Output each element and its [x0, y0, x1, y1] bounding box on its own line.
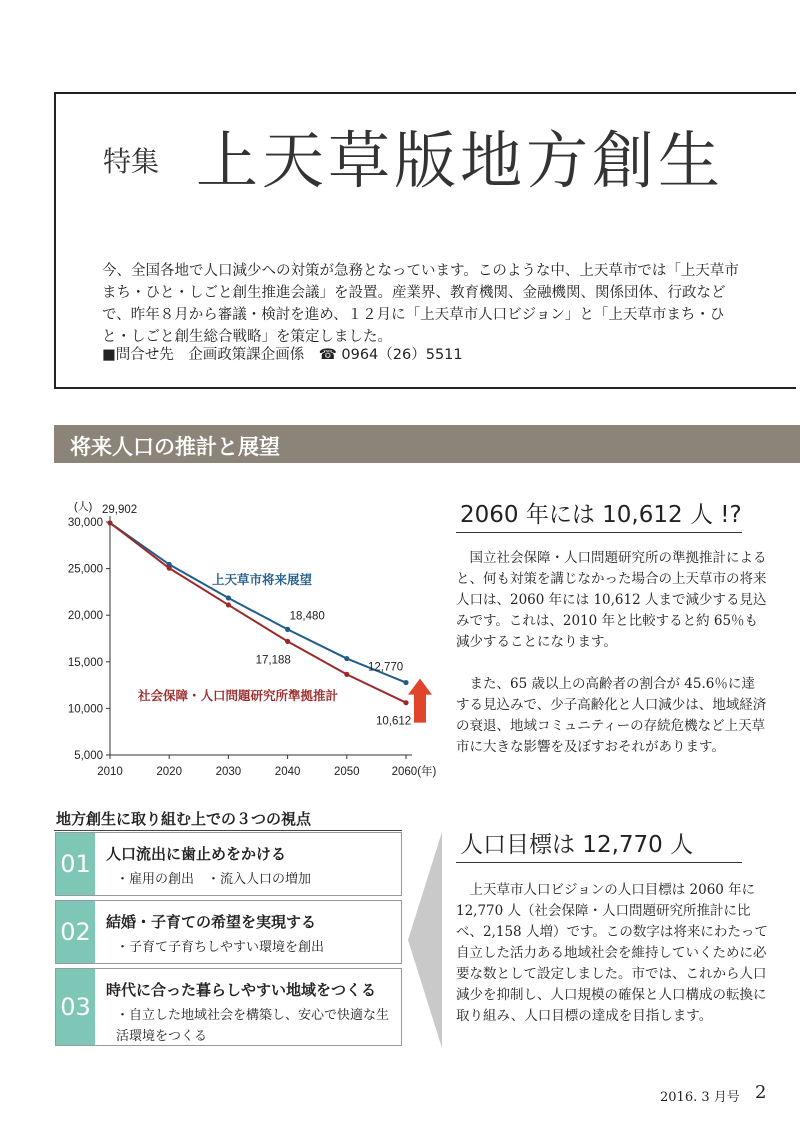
x-tick-label: 2020: [156, 766, 182, 778]
viewpoint-01: [55, 832, 402, 896]
viewpoint-desc: ・子育て子育ちしやすい環境を創出: [116, 940, 325, 955]
viewpoint-number: 02: [56, 901, 95, 963]
viewpoint-title: 人口流出に歯止めをかける: [106, 845, 287, 863]
contact-info: ■問合せ先 企画政策課企画係 ☎ 0964（26）5511: [102, 347, 463, 363]
section-title: 将来人口の推計と展望: [70, 435, 280, 459]
page-title: 上天草版地方創生: [196, 124, 725, 197]
x-tick-label: 2030: [215, 766, 242, 778]
y-tick-label: 20,000: [67, 610, 103, 623]
data-label: 29,902: [102, 503, 138, 516]
data-point: [403, 680, 408, 685]
series-label-0: 上天草市将来展望: [212, 573, 313, 587]
x-tick-label: 2040: [274, 766, 301, 778]
data-point: [344, 672, 349, 677]
article1-rule: [456, 532, 742, 533]
data-label: 12,770: [368, 661, 404, 674]
article2-heading: 人口目標は 12,770 人: [460, 832, 694, 858]
y-axis-unit: (人): [74, 501, 93, 513]
viewpoint-number: 03: [56, 969, 95, 1045]
y-tick-label: 25,000: [67, 563, 103, 576]
issue-date: 2016. 3 月号: [660, 1090, 740, 1105]
data-label: 18,480: [289, 610, 325, 623]
series-label-1: 社会保障・人口問題研究所準拠推計: [138, 689, 339, 703]
data-point: [403, 700, 408, 705]
data-point: [226, 595, 231, 600]
pointer-wedge-icon: [408, 832, 442, 1048]
data-point: [226, 602, 231, 607]
x-tick-label: 2060(年): [391, 766, 437, 778]
article2-paragraph: 上天草市人口ビジョンの人口目標は 2060 年に 12,770 人（社会保障・人口問題研究所推計に比べ、2,158 人増）です。この数字は将来にわたって自立した活力ある地域社会を維持していくために必要な数として設定しました。市では、これから人口減少を抑制し、人口規模の確保と人口構成の転換に取り組み、人口目標の達成を目指します。: [456, 882, 768, 1024]
data-point: [285, 627, 290, 632]
viewpoint-03: [55, 968, 402, 1046]
viewpoint-desc: ・自立した地域社会を構築し、安心で快適な生活環境をつくる: [116, 1008, 390, 1044]
x-tick-label: 2050: [334, 766, 360, 778]
viewpoint-number: 01: [56, 833, 95, 895]
viewpoint-02: [55, 900, 402, 964]
article1-heading: 2060 年には 10,612 人 !?: [460, 502, 742, 528]
population-chart: [40, 490, 440, 790]
viewpoint-title: 時代に合った暮らしやすい地域をつくる: [106, 981, 377, 999]
data-label: 10,612: [376, 715, 412, 728]
article1-paragraph-1: 国立社会保障・人口問題研究所の準拠推計によると、何も対策を講じなかった場合の上天草市の将来人口は、2060 年には 10,612 人まで減少する見込みです。これは、2010 年と比較すると約 65％も減少することになります。: [456, 550, 767, 650]
data-label: 17,188: [255, 654, 291, 667]
x-tick-label: 2010: [97, 766, 123, 778]
viewpoint-title: 結婚・子育ての希望を実現する: [106, 913, 317, 931]
y-tick-label: 10,000: [67, 703, 103, 716]
increase-arrow-icon: [408, 679, 432, 723]
y-tick-label: 15,000: [67, 656, 103, 669]
viewpoints-rule: [54, 830, 402, 831]
data-point: [167, 566, 172, 571]
y-tick-label: 30,000: [67, 517, 103, 529]
article1-paragraph-2: また、65 歳以上の高齢者の割合が 45.6％に達する見込みで、少子高齢化と人口減少は、地域経済の衰退、地域コミュニティーの存続危機など上天草市に大きな影響を及ぼすおそれがあります。: [456, 676, 767, 755]
data-point: [344, 656, 349, 661]
intro-paragraph: 今、全国各地で人口減少への対策が急務となっています。このような中、上天草市では「上天草市まち・ひと・しごと創生推進会議」を設置。産業界、教育機関、金融機関、関係団体、行政などで、昨年８月から審議・検討を進め、１２月に「上天草市人口ビジョン」と「上天草市まち・ひと・しごと創生総合戦略」を策定しました。: [102, 263, 739, 345]
data-point: [107, 520, 112, 525]
viewpoints-heading: 地方創生に取り組む上での３つの視点: [56, 810, 312, 828]
y-tick-label: 5,000: [74, 750, 103, 762]
data-point: [285, 639, 290, 644]
article2-rule: [456, 862, 742, 863]
viewpoint-desc: ・雇用の創出 ・流入人口の増加: [116, 872, 312, 887]
page-number: 2: [755, 1082, 767, 1103]
feature-kicker: 特集: [103, 145, 160, 178]
